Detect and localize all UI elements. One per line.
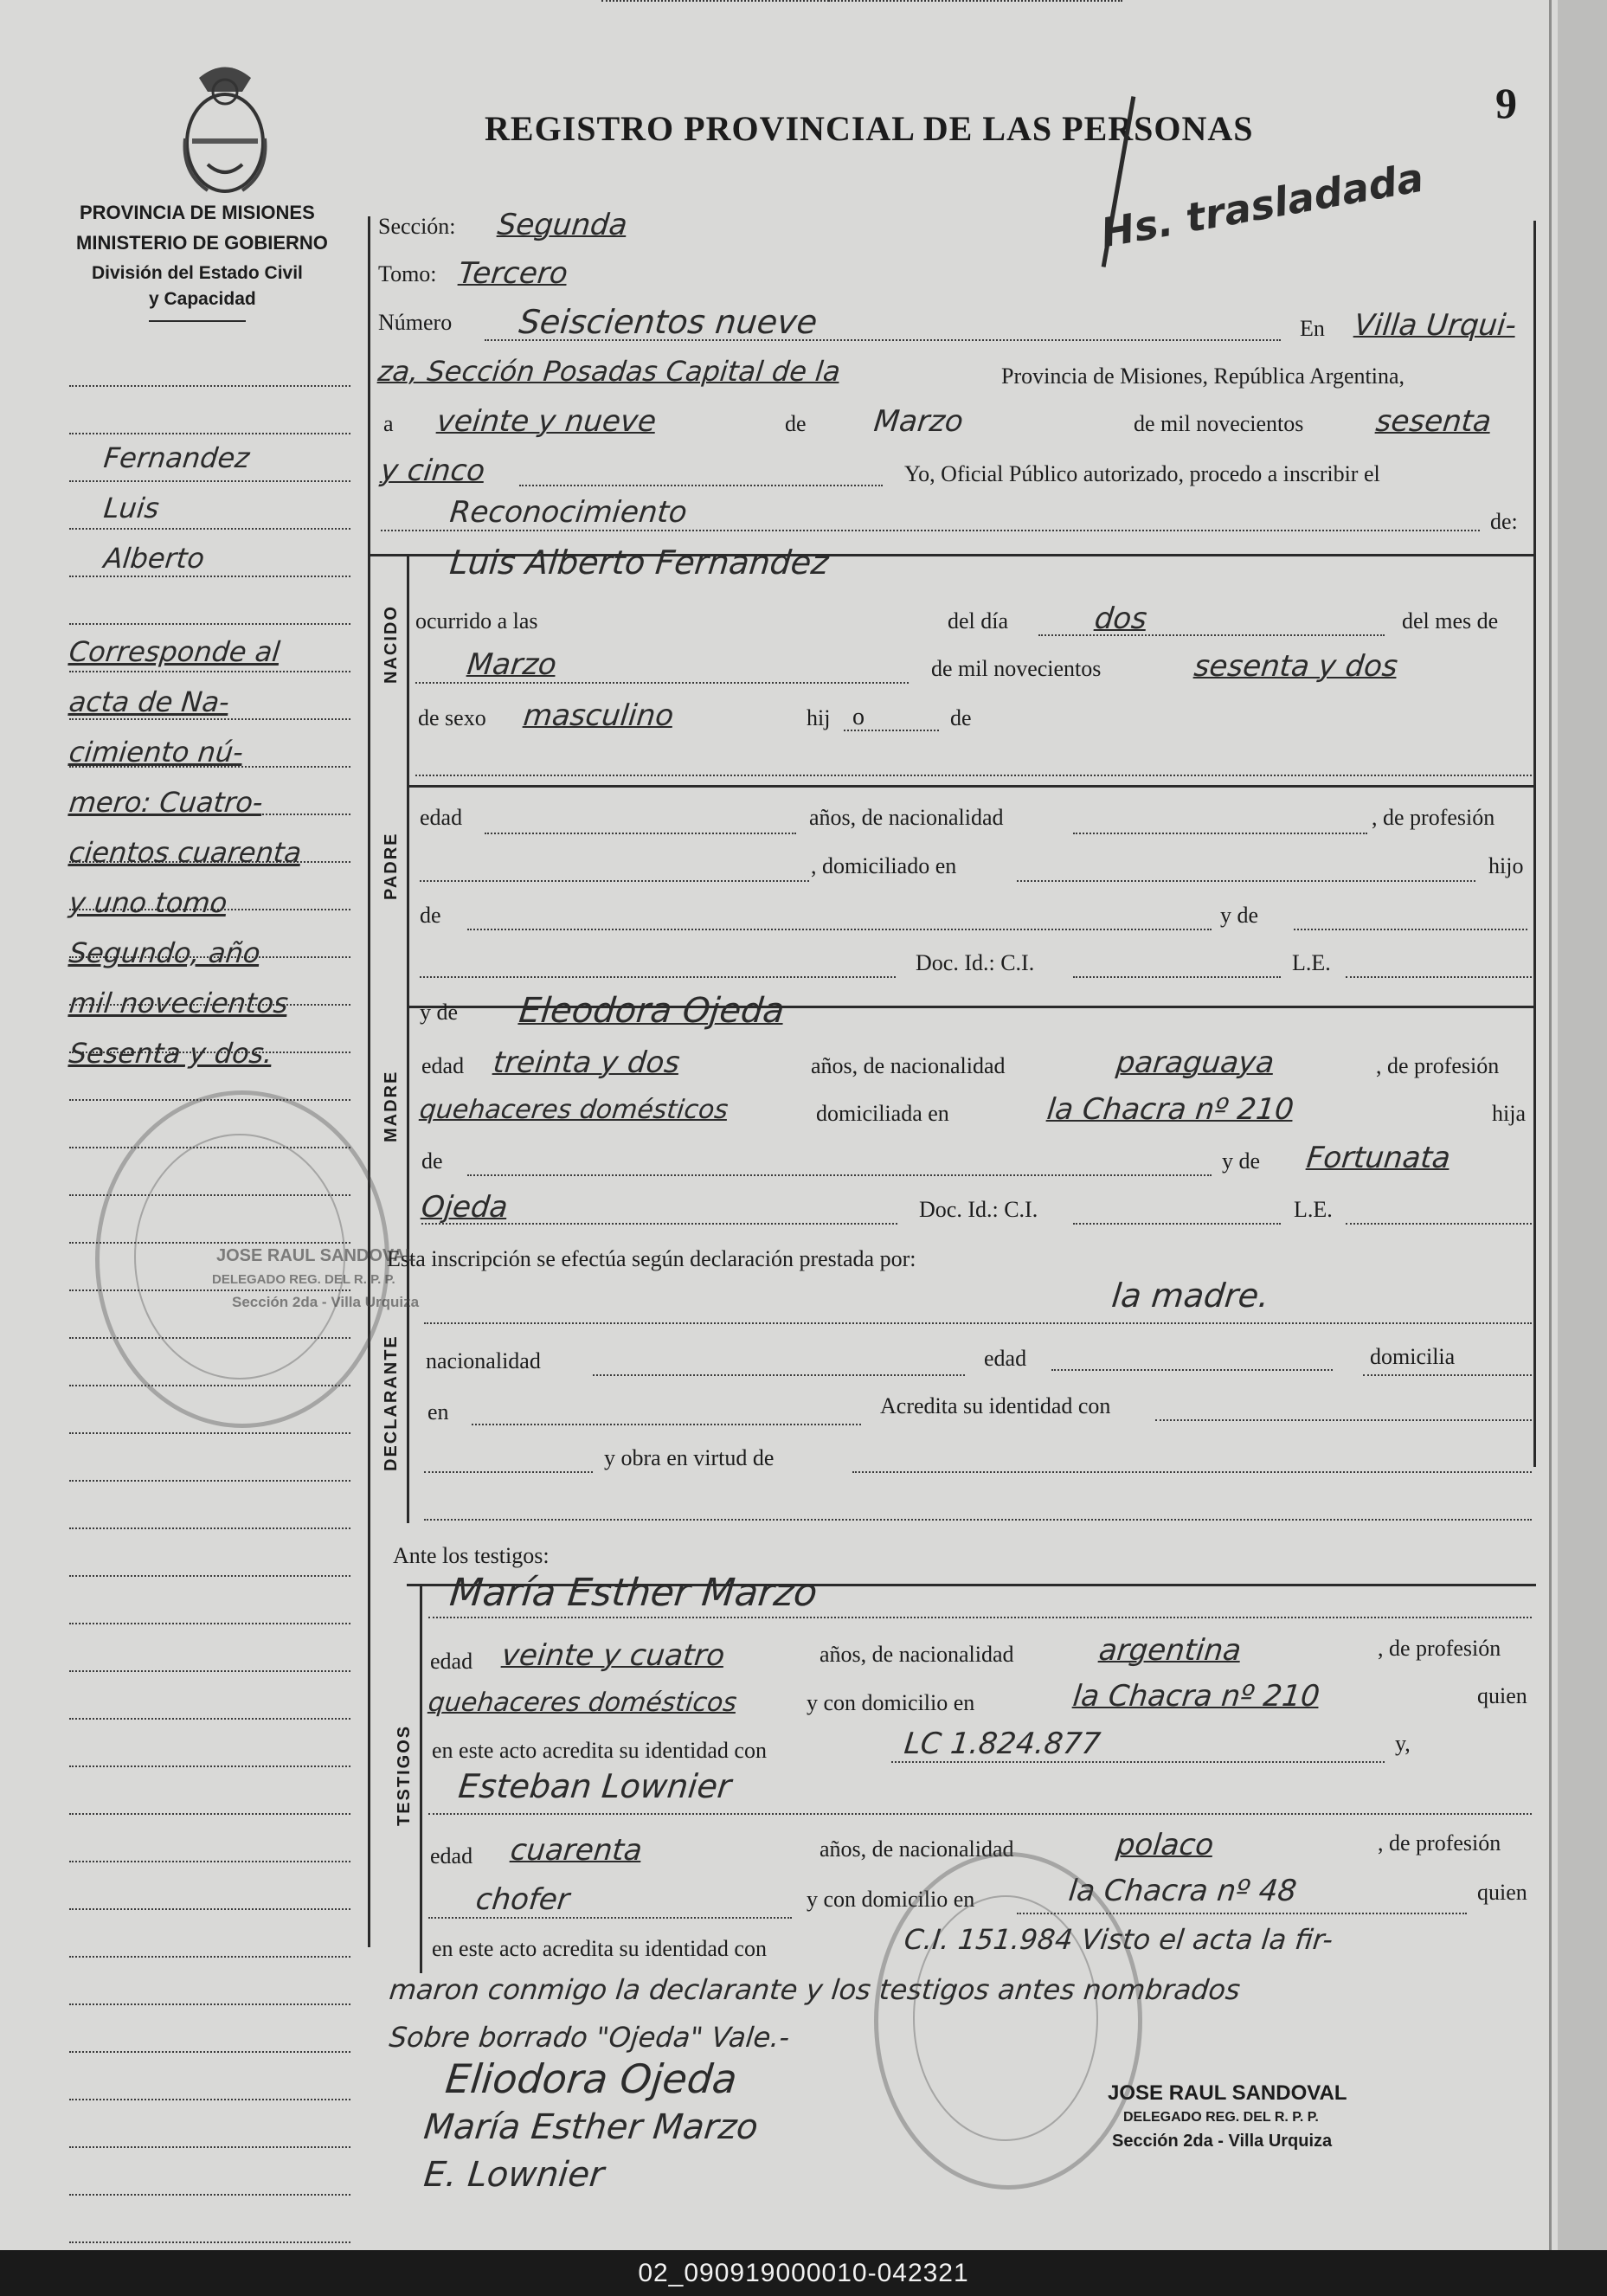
- testigo2-prof: chofer: [473, 1882, 572, 1917]
- nacido-anio-value: sesenta y dos: [1192, 649, 1399, 684]
- madre-extra-rule: [421, 1223, 897, 1225]
- testigos-border: [420, 1584, 422, 1973]
- testigo1-quien: quien: [1477, 1683, 1527, 1708]
- madre-le-label: L.E.: [1294, 1197, 1333, 1222]
- declarante-acredita-rule: [1155, 1419, 1532, 1421]
- nacido-tag: NACIDO: [382, 605, 401, 684]
- tomo-value: Tercero: [456, 256, 569, 291]
- declarante-obra-label: y obra en virtud de: [604, 1445, 775, 1470]
- form-left-border: [368, 216, 370, 1947]
- margin-rule-line: [69, 2241, 350, 2243]
- padre-profesion-label: , de profesión: [1372, 805, 1495, 830]
- declarante-value-rule: [424, 1322, 1532, 1324]
- ocurrido-rule: [601, 0, 943, 2]
- stamp-upper-office: Sección 2da - Villa Urquiza: [232, 1294, 420, 1310]
- tipo-rule: [381, 530, 1480, 531]
- testigo1-prof-label: , de profesión: [1378, 1636, 1501, 1661]
- official-name: JOSE RAUL SANDOVAL: [1108, 2081, 1347, 2105]
- del-mes-label: del mes de: [1402, 608, 1499, 633]
- padre-y-de-rule: [1294, 929, 1527, 930]
- declarante-extra-rule: [424, 1519, 1532, 1521]
- testigos-tag: TESTIGOS: [395, 1724, 414, 1826]
- official-role: DELEGADO REG. DEL R. P. P.: [1123, 2110, 1319, 2125]
- del-dia-label: del día: [948, 608, 1009, 633]
- handwritten-annotation: Hs. trasladada: [1097, 153, 1428, 257]
- madre-domiciliada-label: domiciliada en: [816, 1101, 949, 1126]
- margin-rule-line: [69, 623, 350, 625]
- margin-rule-line: [69, 718, 350, 720]
- testigo2-nac: polaco: [1114, 1828, 1216, 1862]
- tomo-label: Tomo:: [378, 261, 437, 286]
- testigo2-dom-label: y con domicilio en: [807, 1887, 975, 1912]
- form-inner-border: [407, 554, 409, 1523]
- declarante-obra-pre-rule: [424, 1471, 593, 1473]
- margin-note-line: mil novecientos: [67, 987, 290, 1019]
- declarante-dom-rule: [1363, 1374, 1532, 1376]
- en-label: En: [1300, 316, 1325, 341]
- margin-note-line: cientos cuarenta: [67, 836, 304, 869]
- nacido-dia-value: dos: [1092, 601, 1149, 636]
- nacido-de-label: de: [950, 705, 972, 730]
- nacido-anio-label: de mil novecientos: [931, 656, 1102, 681]
- padre-y-de-label: y de: [1220, 903, 1259, 928]
- padre-dom-rule: [1017, 880, 1475, 882]
- hij-rule: [844, 730, 939, 731]
- testigo1-dom-label: y con domicilio en: [807, 1690, 975, 1715]
- margin-rule-line: [69, 1575, 350, 1577]
- margin-rule-line: [69, 1527, 350, 1529]
- margin-note-line: y uno tomo: [67, 886, 229, 919]
- madre-profesion-label: , de profesión: [1376, 1053, 1500, 1078]
- declarante-edad-label: edad: [984, 1346, 1027, 1371]
- margin-rule-line: [69, 385, 350, 387]
- padre-le-rule: [1346, 976, 1532, 978]
- provincia-text: Provincia de Misiones, República Argentina,: [1001, 363, 1405, 389]
- margin-note-line: Segundo, año: [67, 936, 262, 969]
- margin-rule-line: [69, 528, 350, 530]
- margin-note-line: Fernandez: [102, 441, 252, 474]
- madre-le-rule: [1346, 1223, 1532, 1225]
- madre-nombre-value: Eleodora Ojeda: [517, 991, 787, 1031]
- margin-rule-line: [69, 576, 350, 577]
- testigo1-dom: la Chacra nº 210: [1070, 1679, 1321, 1714]
- margin-rule-line: [69, 2099, 350, 2100]
- office-line-4: y Capacidad: [149, 289, 256, 309]
- margin-rule-line: [69, 1813, 350, 1815]
- madre-y-de-label: y de: [420, 1000, 459, 1025]
- closing-line-2: Sobre borrado "Ojeda" Vale.-: [388, 2021, 792, 2054]
- page-number: 9: [1495, 79, 1517, 127]
- form-right-border: [1533, 221, 1536, 1467]
- margin-note-line: Corresponde al: [67, 635, 282, 668]
- nacido-dia-rule: [1038, 634, 1385, 636]
- stamp-upper-name: JOSE RAUL SANDOVAL: [216, 1246, 416, 1265]
- margin-rule-line: [69, 1480, 350, 1482]
- madre-domicilio-value: la Chacra nº 210: [1045, 1092, 1295, 1127]
- madre-hija-label: hija: [1492, 1101, 1526, 1126]
- de-colon: de:: [1490, 509, 1518, 534]
- margin-note-line: Sesenta y dos.: [67, 1037, 274, 1070]
- madre-anios-label: años, de nacionalidad: [811, 1053, 1006, 1078]
- testigo1-doc-rule: [891, 1761, 1385, 1763]
- madre-tag: MADRE: [382, 1070, 401, 1142]
- padre-doc-label: Doc. Id.: C.I.: [916, 950, 1035, 975]
- testigo2-prof-label: , de profesión: [1378, 1830, 1501, 1855]
- numero-rule: [485, 339, 1281, 341]
- testigo1-nombre: María Esther Marzo: [447, 1571, 820, 1615]
- padre-domiciliado-label: , domiciliado en: [811, 853, 957, 878]
- numero-label: Número: [378, 310, 453, 335]
- madre-ci-rule: [1073, 1223, 1281, 1225]
- margin-rule-line: [69, 1861, 350, 1862]
- testigo1-y: y,: [1395, 1731, 1411, 1756]
- en-value: Villa Urqui-: [1352, 308, 1519, 343]
- madre-edad-label: edad: [421, 1053, 465, 1078]
- margin-note-line: cimiento nú-: [67, 736, 245, 769]
- a-label: a: [383, 411, 394, 436]
- scan-id-footer: 02_090919000010-042321: [0, 2250, 1607, 2296]
- testigo2-doc: C.I. 151.984 Visto el acta la fir-: [903, 1923, 1335, 1956]
- signature-maria: María Esther Marzo: [421, 2107, 761, 2147]
- padre-edad-rule: [485, 833, 796, 834]
- testigo2-edad-label: edad: [430, 1843, 473, 1868]
- nacido-mes-value: Marzo: [465, 647, 558, 682]
- nombre-value: Luis Alberto Fernandez: [447, 543, 831, 582]
- declarante-nac-label: nacionalidad: [426, 1348, 541, 1373]
- testigo1-prof: quehaceres domésticos: [427, 1688, 738, 1718]
- declarante-en-label: en: [427, 1399, 449, 1425]
- margin-rule-line: [69, 1623, 350, 1624]
- declarante-obra-rule: [852, 1471, 1532, 1473]
- margin-rule-line: [69, 671, 350, 672]
- closing-line-1: maron conmigo la declarante y los testigos antes nombrados: [388, 1973, 1242, 2006]
- margin-rule-line: [69, 1718, 350, 1720]
- office-line-1: PROVINCIA DE MISIONES: [80, 202, 315, 223]
- padre-top-rule: [407, 785, 1536, 788]
- declarante-domicilia-label: domicilia: [1370, 1344, 1456, 1369]
- padre-le-label: L.E.: [1292, 950, 1331, 975]
- page-edge: [1558, 0, 1607, 2250]
- madre-de-label: de: [421, 1148, 443, 1174]
- testigo2-acredita-label: en este acto acredita su identidad con: [432, 1936, 767, 1961]
- en-value-continued: za, Sección Posadas Capital de la: [376, 355, 842, 388]
- testigo2-prof-rule: [428, 1917, 792, 1919]
- mes-value: Marzo: [871, 404, 965, 439]
- testigo2-dom: la Chacra nº 48: [1066, 1874, 1299, 1908]
- padre-de-rule: [467, 929, 1212, 930]
- margin-rule-line: [69, 480, 350, 482]
- testigo2-edad: cuarenta: [508, 1833, 644, 1868]
- margin-rule-line: [69, 2146, 350, 2148]
- margin-note-line: Luis: [102, 492, 161, 524]
- tipo-value: Reconocimiento: [447, 495, 689, 530]
- padre-anios-label: años, de nacionalidad: [809, 805, 1004, 830]
- margin-rule-line: [69, 1670, 350, 1672]
- padre-nac-rule: [1073, 833, 1367, 834]
- dia-value: veinte y nueve: [434, 404, 659, 439]
- nacido-mes-rule: [415, 682, 909, 684]
- testigo1-edad-label: edad: [430, 1649, 473, 1674]
- testigo2-anios-label: años, de nacionalidad: [820, 1836, 1014, 1862]
- office-line-2: MINISTERIO DE GOBIERNO: [76, 232, 328, 254]
- margin-rule-line: [69, 1956, 350, 1958]
- declarante-tag: DECLARANTE: [382, 1335, 401, 1471]
- coat-of-arms-icon: [173, 61, 277, 199]
- madre-nac-value: paraguaya: [1114, 1045, 1276, 1080]
- madre-doc-label: Doc. Id.: C.I.: [919, 1197, 1038, 1222]
- padre-ci-rule: [1073, 976, 1281, 978]
- official-stamp-lower-ring: [913, 1895, 1098, 2141]
- margin-rule-line: [69, 1765, 350, 1767]
- testigo1-doc: LC 1.824.877: [902, 1727, 1102, 1761]
- sexo-value: masculino: [521, 698, 676, 733]
- madre-profesion-value: quehaceres domésticos: [418, 1095, 730, 1125]
- testigos-intro: Ante los testigos:: [393, 1543, 550, 1568]
- seccion-label: Sección:: [378, 214, 456, 239]
- numero-value: Seiscientos nueve: [517, 303, 820, 341]
- margin-rule-line: [69, 2194, 350, 2196]
- signature-eliodora: Eliodora Ojeda: [443, 2055, 740, 2102]
- declarante-acredita-label: Acredita su identidad con: [880, 1393, 1111, 1418]
- declarante-en-rule: [472, 1424, 861, 1425]
- madre-madre-value: Fortunata: [1304, 1141, 1452, 1175]
- ocurrido-label: ocurrido a las: [415, 608, 538, 633]
- page-fold-line: [1549, 0, 1552, 2250]
- oficial-text: Yo, Oficial Público autorizado, procedo a inscribir el: [904, 461, 1380, 486]
- declarante-edad-rule: [1051, 1369, 1333, 1371]
- testigo1-anios-label: años, de nacionalidad: [820, 1642, 1014, 1667]
- hij-label: hij: [807, 705, 831, 730]
- testigo2-quien: quien: [1477, 1880, 1527, 1905]
- declarante-nac-rule: [593, 1374, 965, 1376]
- margin-note-line: acta de Na-: [67, 685, 231, 718]
- padre-prof-rule: [420, 880, 809, 882]
- seccion-value: Segunda: [495, 208, 629, 242]
- padre-edad-label: edad: [420, 805, 463, 830]
- declarante-intro: Esta inscripción se efectúa según declaración prestada por:: [387, 1246, 916, 1271]
- sexo-label: de sexo: [418, 705, 486, 730]
- anio-value-continued: y cinco: [378, 453, 487, 488]
- anio-rule: [519, 485, 883, 486]
- margin-rule-line: [69, 1908, 350, 1910]
- margin-note-line: Alberto: [102, 542, 207, 575]
- nacido-extra-rule: [415, 775, 1532, 776]
- declarante-value: la madre.: [1109, 1277, 1271, 1315]
- anio-value: sesenta: [1373, 404, 1494, 439]
- de-label: de: [785, 411, 807, 436]
- padre-hijo-label: hijo: [1488, 853, 1524, 878]
- office-line-3: División del Estado Civil: [92, 263, 303, 283]
- margin-rule-line: [69, 2003, 350, 2005]
- testigo1-edad: veinte y cuatro: [499, 1638, 727, 1673]
- testigo1-nombre-rule: [428, 1617, 1532, 1618]
- padre-tag: PADRE: [382, 832, 401, 900]
- margin-rule-line: [69, 433, 350, 434]
- testigo1-nac: argentina: [1096, 1633, 1244, 1668]
- testigo2-nombre-rule: [428, 1813, 1532, 1815]
- office-divider: [149, 320, 246, 322]
- signature-esteban: E. Lownier: [421, 2155, 607, 2195]
- madre-y-de2-label: y de: [1222, 1148, 1261, 1174]
- hij-value: o: [852, 704, 865, 730]
- document-title: REGISTRO PROVINCIAL DE LAS PERSONAS: [485, 109, 1254, 148]
- madre-edad-value: treinta y dos: [491, 1045, 682, 1080]
- anio-label: de mil novecientos: [1134, 411, 1304, 436]
- margin-note-line: mero: Cuatro-: [67, 786, 265, 819]
- official-office: Sección 2da - Villa Urquiza: [1112, 2132, 1333, 2151]
- padre-de-label: de: [420, 903, 441, 928]
- padre-extra-rule: [420, 976, 896, 978]
- madre-de-rule: [467, 1174, 1212, 1176]
- stamp-upper-role: DELEGADO REG. DEL R. P. P.: [212, 1272, 395, 1287]
- testigo1-acredita-label: en este acto acredita su identidad con: [432, 1738, 767, 1763]
- margin-rule-line: [69, 1432, 350, 1434]
- testigo2-nombre: Esteban Lownier: [456, 1767, 734, 1805]
- margin-rule-line: [69, 2051, 350, 2053]
- madre-madre-value-2: Ojeda: [419, 1190, 510, 1225]
